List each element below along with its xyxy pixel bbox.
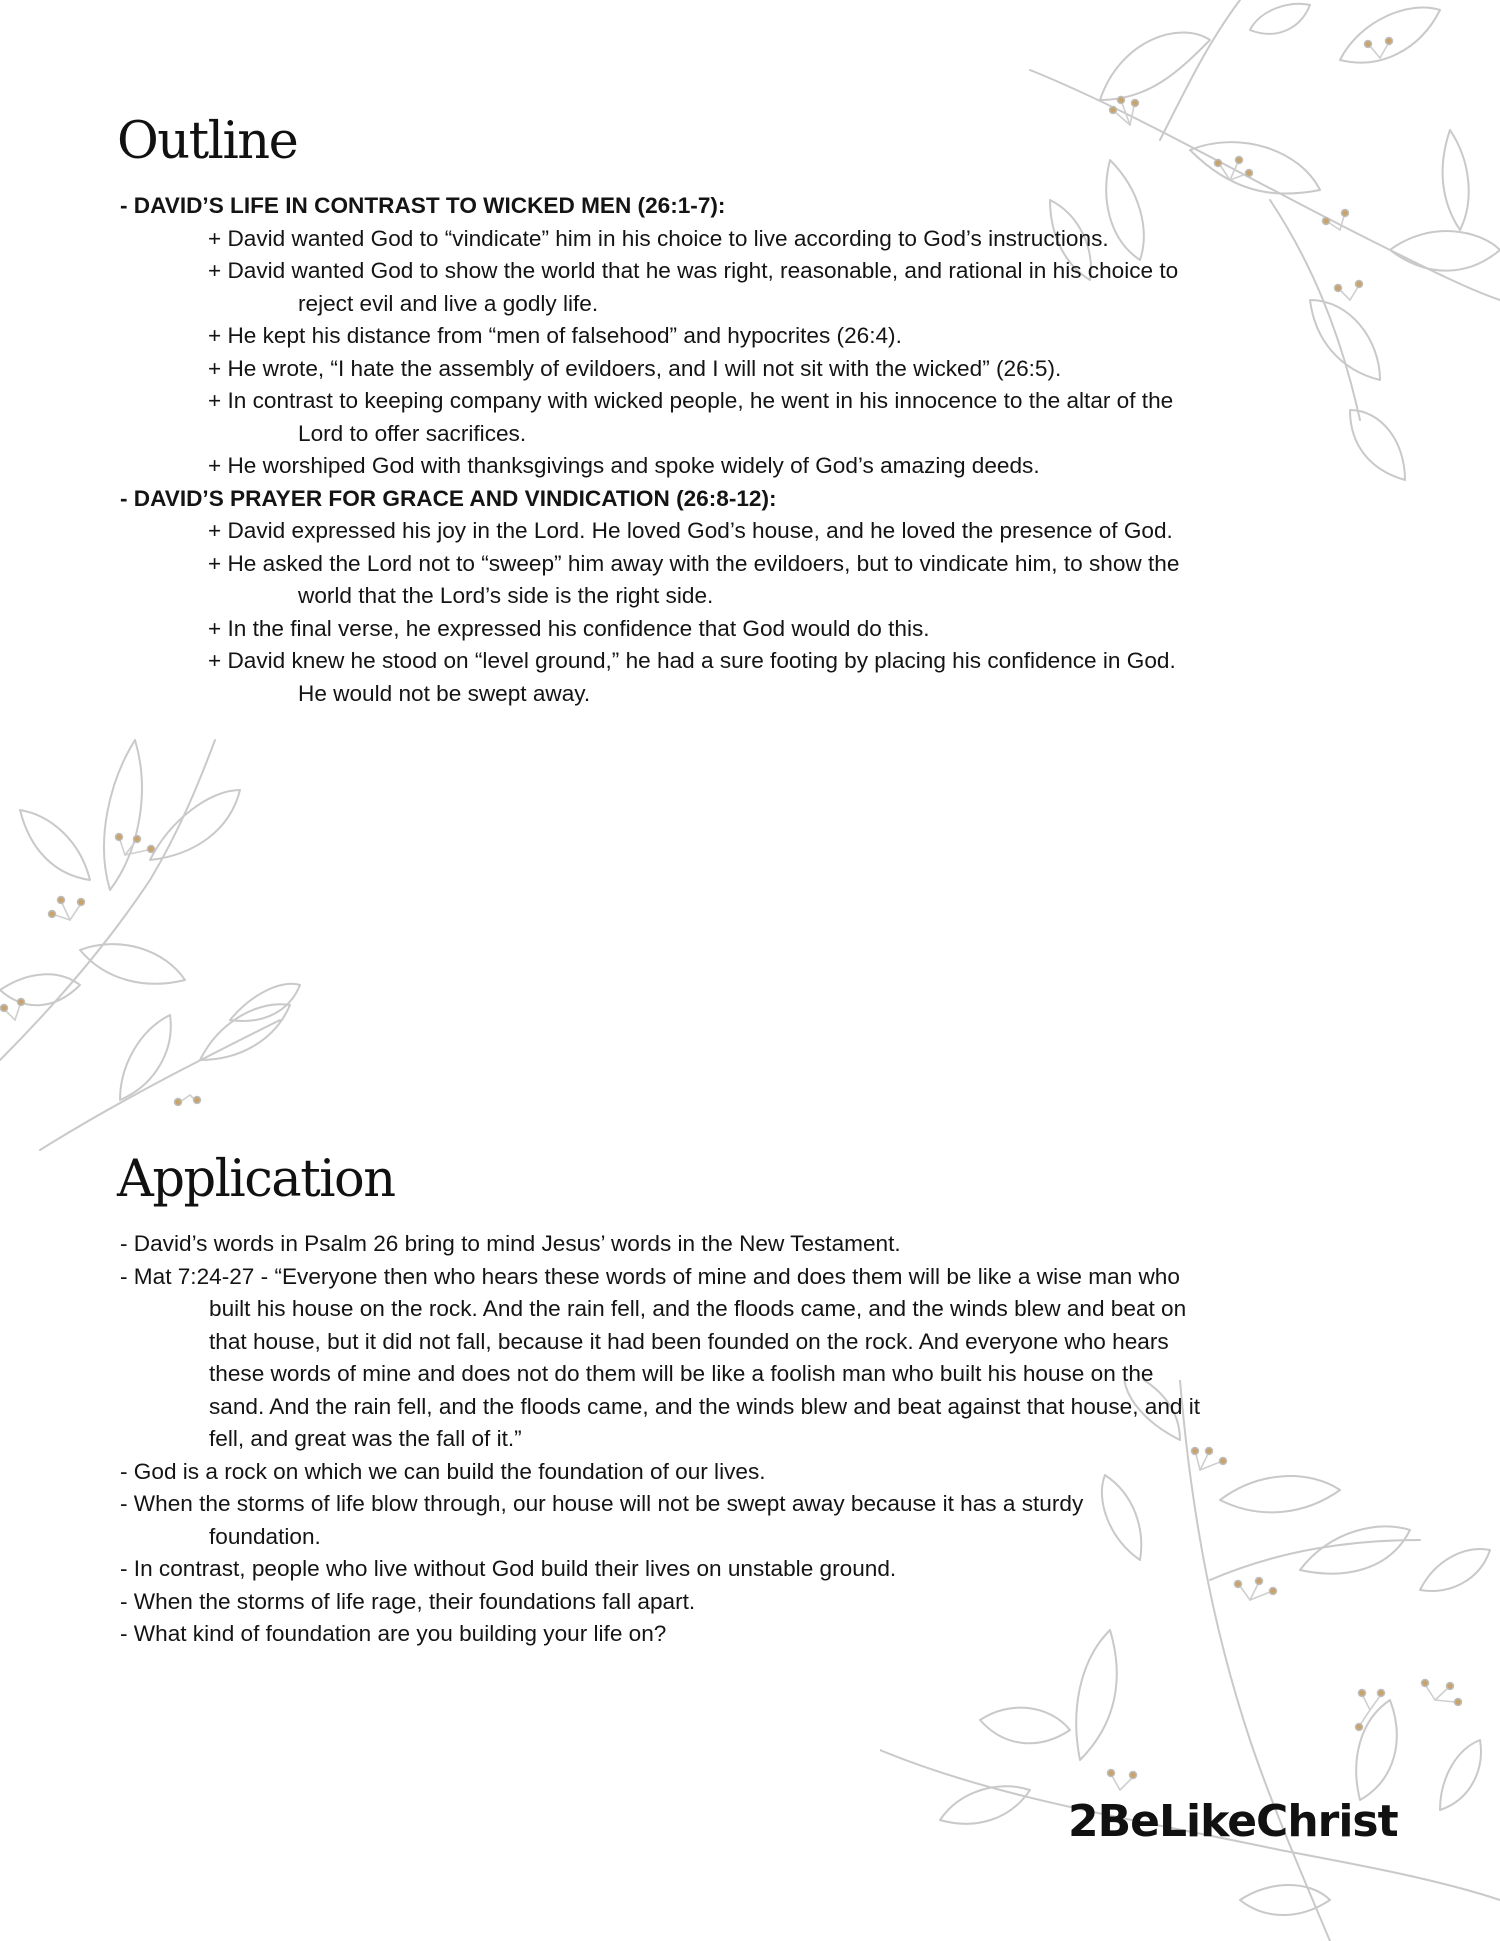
- vine-stem: [1160, 0, 1240, 140]
- leaf: [1420, 1549, 1490, 1591]
- leaf: [120, 1015, 171, 1100]
- outline-line: + David expressed his joy in the Lord. He loved God’s house, and he loved the presence of God.: [208, 518, 1173, 543]
- application-line: that house, but it did not fall, because it had been founded on the rock. And everyone who hears: [209, 1328, 1169, 1354]
- application-line: sand. And the rain fell, and the floods came, and the winds blew and beat against that house, and it: [209, 1393, 1201, 1419]
- application-line: fell, and great was the fall of it.”: [209, 1426, 522, 1451]
- leaf: [1102, 1475, 1141, 1560]
- leaf: [1356, 1700, 1397, 1800]
- leaf: [1106, 160, 1144, 260]
- outline-line: + He wrote, “I hate the assembly of evildoers, and I will not sit with the wicked” (26:5).: [208, 355, 1062, 381]
- leaf: [1100, 33, 1210, 101]
- outline-line: world that the Lord’s side is the right side.: [298, 583, 714, 608]
- vine-stem: [1180, 1380, 1330, 1941]
- application-line: these words of mine and does not do them will be like a foolish man who built his house on the: [209, 1361, 1154, 1386]
- outline-line: + David knew he stood on “level ground,” he had a sure footing by placing his confidence in God.: [208, 648, 1176, 673]
- outline-line: + David wanted God to “vindicate” him in his choice to live according to God’s instructions.: [208, 225, 1109, 251]
- outline-line: + He kept his distance from “men of falsehood” and hypocrites (26:4).: [208, 323, 902, 348]
- application-line: - God is a rock on which we can build the foundation of our lives.: [120, 1458, 766, 1484]
- floral-decoration-left: [0, 720, 320, 1190]
- application-line: - When the storms of life blow through, our house will not be swept away because it has a sturdy: [120, 1491, 1084, 1516]
- outline-line: reject evil and live a godly life.: [298, 290, 599, 316]
- leaf: [1310, 300, 1380, 380]
- outline-line: + In the final verse, he expressed his confidence that God would do this.: [208, 615, 930, 641]
- vine-stem: [0, 740, 215, 1060]
- leaf: [1340, 7, 1440, 62]
- outline-line: + He asked the Lord not to “sweep” him away with the evildoers, but to vindicate him, to show the: [208, 550, 1180, 576]
- leaf: [940, 1786, 1030, 1824]
- application-line: foundation.: [209, 1523, 321, 1549]
- leaf: [0, 974, 80, 1005]
- leaf: [80, 944, 185, 984]
- outline-line: Lord to offer sacrifices.: [298, 420, 527, 446]
- application-line: built his house on the rock. And the rain fell, and the floods came, and the winds blew and beat on: [209, 1296, 1187, 1321]
- application-line: - In contrast, people who live without God build their lives on unstable ground.: [120, 1556, 897, 1581]
- outline-line: - DAVID’S PRAYER FOR GRACE AND VINDICATION (26:8-12):: [120, 485, 777, 511]
- leaf: [1220, 1476, 1340, 1512]
- leaf: [980, 1708, 1070, 1744]
- leaf: [1440, 1740, 1481, 1810]
- outline-line: + He worshiped God with thanksgivings and spoke widely of God’s amazing deeds.: [208, 453, 1040, 478]
- application-line: - When the storms of life rage, their foundations fall apart.: [120, 1588, 696, 1614]
- leaf: [1443, 130, 1469, 230]
- outline-line: He would not be swept away.: [298, 680, 591, 706]
- application-heading: Application: [117, 1150, 395, 1209]
- leaf: [1300, 1526, 1410, 1573]
- outline-heading: Outline: [117, 112, 298, 171]
- outline-line: + David wanted God to show the world that he was right, reasonable, and rational in his choice to: [208, 258, 1179, 283]
- leaf: [1076, 1630, 1117, 1760]
- leaf: [1250, 4, 1310, 34]
- leaf: [20, 810, 90, 880]
- vine-stem: [40, 1020, 280, 1150]
- leaf: [1190, 142, 1320, 193]
- leaf: [104, 740, 142, 890]
- leaf: [1350, 410, 1405, 480]
- brand-logo: 2BeLikeChrist: [1068, 1796, 1398, 1847]
- leaf: [150, 790, 240, 860]
- vine-stem: [1210, 1540, 1420, 1580]
- application-line: - David’s words in Psalm 26 bring to mind Jesus’ words in the New Testament.: [120, 1231, 901, 1256]
- outline-line: + In contrast to keeping company with wicked people, he went in his innocence to the altar of the: [208, 388, 1174, 413]
- leaf: [1390, 231, 1500, 271]
- leaf: [230, 984, 300, 1021]
- floral-decoration-bottom-right: [880, 1380, 1500, 1941]
- leaf: [200, 1004, 290, 1060]
- leaf: [1240, 1885, 1330, 1915]
- application-line: - Mat 7:24-27 - “Everyone then who hears these words of mine and does them will be like a wise man who: [120, 1263, 1180, 1289]
- vine-stem: [1270, 200, 1360, 420]
- outline-line: - DAVID’S LIFE IN CONTRAST TO WICKED MEN (26:1-7):: [120, 193, 726, 218]
- application-line: - What kind of foundation are you building your life on?: [120, 1621, 667, 1646]
